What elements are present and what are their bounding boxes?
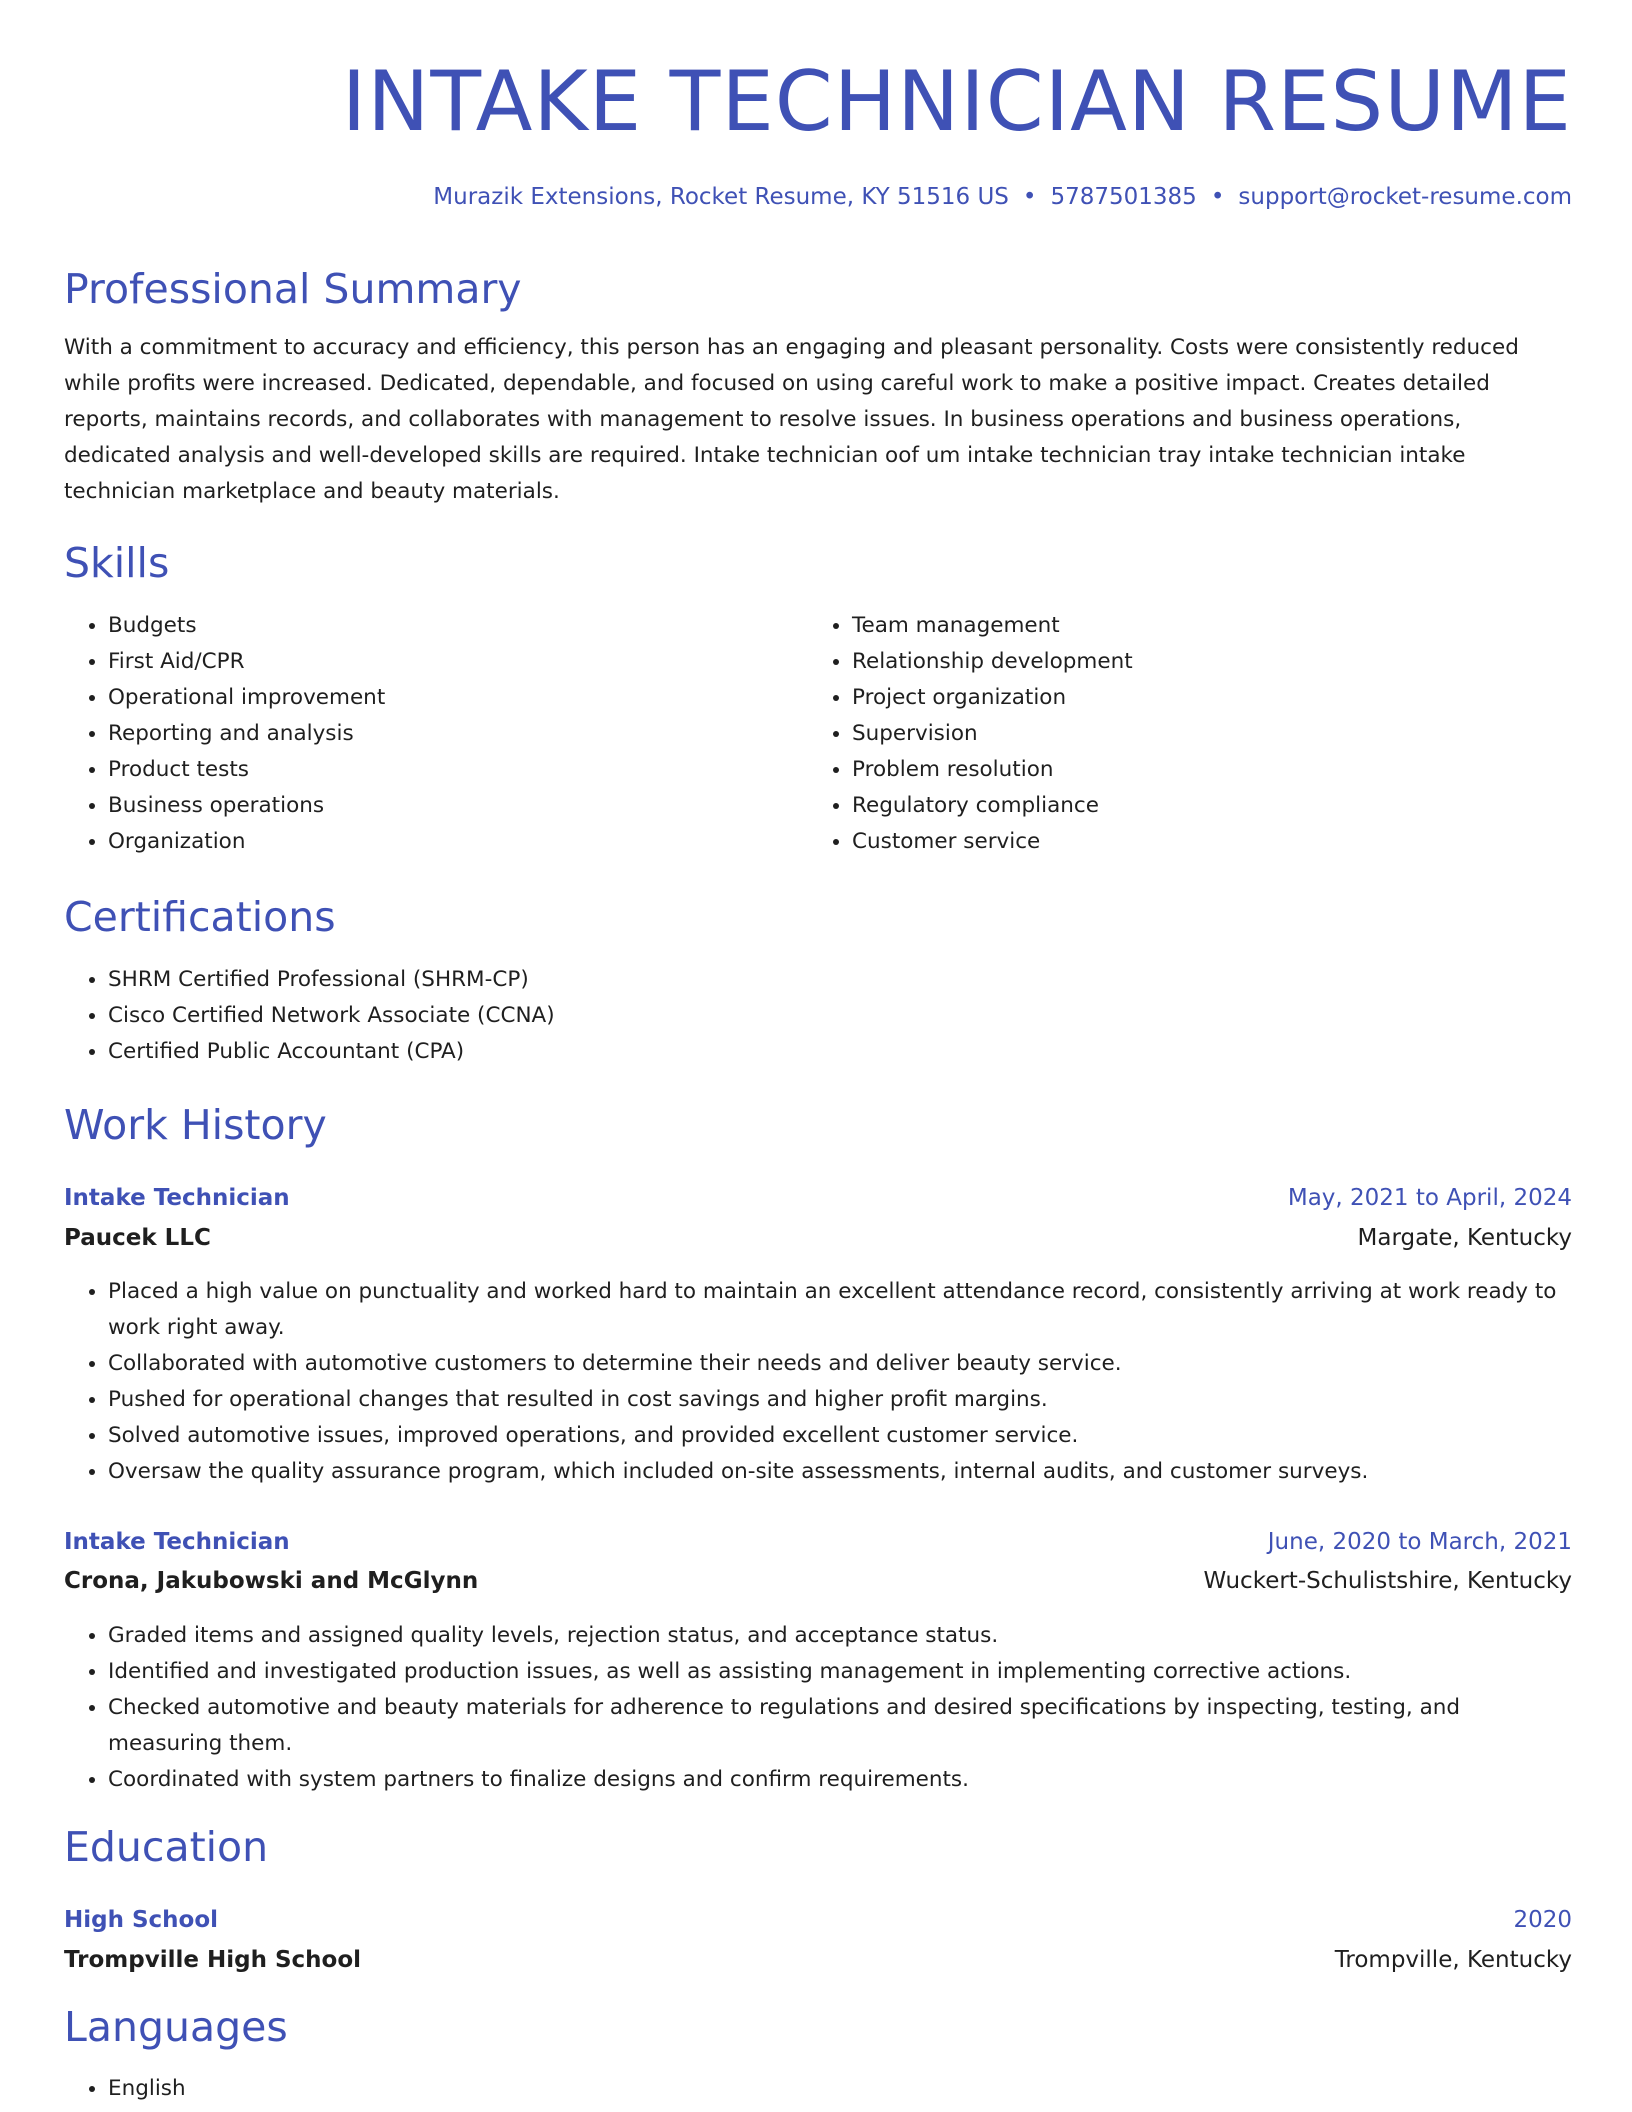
job-company: Paucek LLC: [64, 1225, 211, 1251]
job-title: Intake Technician: [64, 1529, 290, 1555]
skill-item: • Problem resolution: [852, 752, 1552, 788]
summary-text: With a commitment to accuracy and efficiency, this person has an engaging and pleasant personality. Costs were consistently reduced while profits were increased. Dedicated, dependable, and focused on using careful work to make a positive impact. Creates detailed reports, maintains records, and collaborates with management to resolve issues. In business operations and business operations, dedicated analysis and well-developed skills are required. Intake technician oof um intake technician tray intake technician intake technician marketplace and beauty materials.: [64, 335, 1519, 504]
certification-item: • Cisco Certified Network Associate (CCNA): [108, 998, 1572, 1034]
job-header: [64, 1522, 1572, 1562]
job-bullet: • Identified and investigated production issues, as well as assisting management in implementing corrective actions.: [108, 1654, 1572, 1690]
job-bullet: • Pushed for operational changes that resulted in cost savings and higher profit margins.: [108, 1382, 1572, 1418]
job-dates: May, 2021 to April, 2024: [1287, 1185, 1572, 1211]
skill-item: • Budgets: [108, 608, 798, 644]
job-location: Wuckert-Schulistshire, Kentucky: [1203, 1568, 1572, 1594]
job-bullet: • Checked automotive and beauty materials for adherence to regulations and desired specifications by inspecting, testing, and measuring them.: [108, 1690, 1572, 1762]
job-title: Intake Technician: [64, 1185, 290, 1211]
job-dates: June, 2020 to March, 2021: [1267, 1529, 1572, 1555]
job-bullet: • Graded items and assigned quality levels, rejection status, and acceptance status.: [108, 1618, 1572, 1654]
job-bullet: • Collaborated with automotive customers to determine their needs and deliver beauty service.: [108, 1346, 1572, 1382]
education-school-row: [64, 1940, 1572, 1980]
skills-list-right: [808, 608, 1552, 860]
job-bullet: • Oversaw the quality assurance program, which included on-site assessments, internal audits, and customer surveys.: [108, 1454, 1572, 1490]
languages-list: [64, 2071, 1572, 2107]
job-bullets: [64, 1618, 1572, 1798]
certification-item: • SHRM Certified Professional (SHRM-CP): [108, 962, 1572, 998]
section-title-summary: Professional Summary: [64, 265, 522, 313]
skill-item: • Product tests: [108, 752, 798, 788]
education-school: Trompville High School: [64, 1947, 362, 1973]
skill-item: • First Aid/CPR: [108, 644, 798, 680]
certification-item: • Certified Public Accountant (CPA): [108, 1034, 1572, 1070]
job-bullets: [64, 1274, 1572, 1490]
skill-item: • Relationship development: [852, 644, 1552, 680]
resume-title: INTAKE TECHNICIAN RESUME: [341, 53, 1572, 150]
contact-address: Murazik Extensions, Rocket Resume, KY 51516 US: [433, 184, 1009, 210]
job-location: Margate, Kentucky: [1357, 1225, 1572, 1251]
job-company: Crona, Jakubowski and McGlynn: [64, 1568, 479, 1594]
skill-item: • Organization: [108, 824, 798, 860]
job-header: [64, 1178, 1572, 1218]
contact-line: [433, 180, 1572, 214]
certifications-list: [64, 962, 1572, 1070]
job-bullet: • Solved automotive issues, improved operations, and provided excellent customer service.: [108, 1418, 1572, 1454]
job-company-row: [64, 1218, 1572, 1258]
skill-item: • Operational improvement: [108, 680, 798, 716]
skill-item: • Reporting and analysis: [108, 716, 798, 752]
education-year: 2020: [1513, 1907, 1572, 1933]
education-degree: High School: [64, 1907, 219, 1933]
education-location: Trompville, Kentucky: [1334, 1947, 1572, 1973]
skill-item: • Project organization: [852, 680, 1552, 716]
contact-separator: •: [1022, 184, 1037, 210]
section-title-certifications: Certifications: [64, 893, 336, 941]
skills-list-left: [64, 608, 798, 860]
education-header: [64, 1900, 1572, 1940]
skill-item: • Team management: [852, 608, 1552, 644]
section-title-work-history: Work History: [64, 1101, 327, 1149]
contact-separator: •: [1210, 184, 1225, 210]
skill-item: • Business operations: [108, 788, 798, 824]
contact-phone: 5787501385: [1050, 184, 1197, 210]
job-bullet: • Placed a high value on punctuality and worked hard to maintain an excellent attendance record, consistently arriving at work ready to work right away.: [108, 1274, 1572, 1346]
section-title-skills: Skills: [64, 539, 170, 587]
skill-item: • Customer service: [852, 824, 1552, 860]
section-title-languages: Languages: [64, 2003, 288, 2051]
skill-item: • Regulatory compliance: [852, 788, 1552, 824]
language-item: • English: [108, 2071, 1572, 2107]
job-bullet: • Coordinated with system partners to finalize designs and confirm requirements.: [108, 1762, 1572, 1798]
skill-item: • Supervision: [852, 716, 1552, 752]
section-title-education: Education: [64, 1823, 269, 1871]
contact-email[interactable]: support@rocket-resume.com: [1238, 184, 1572, 210]
job-company-row: [64, 1561, 1572, 1601]
